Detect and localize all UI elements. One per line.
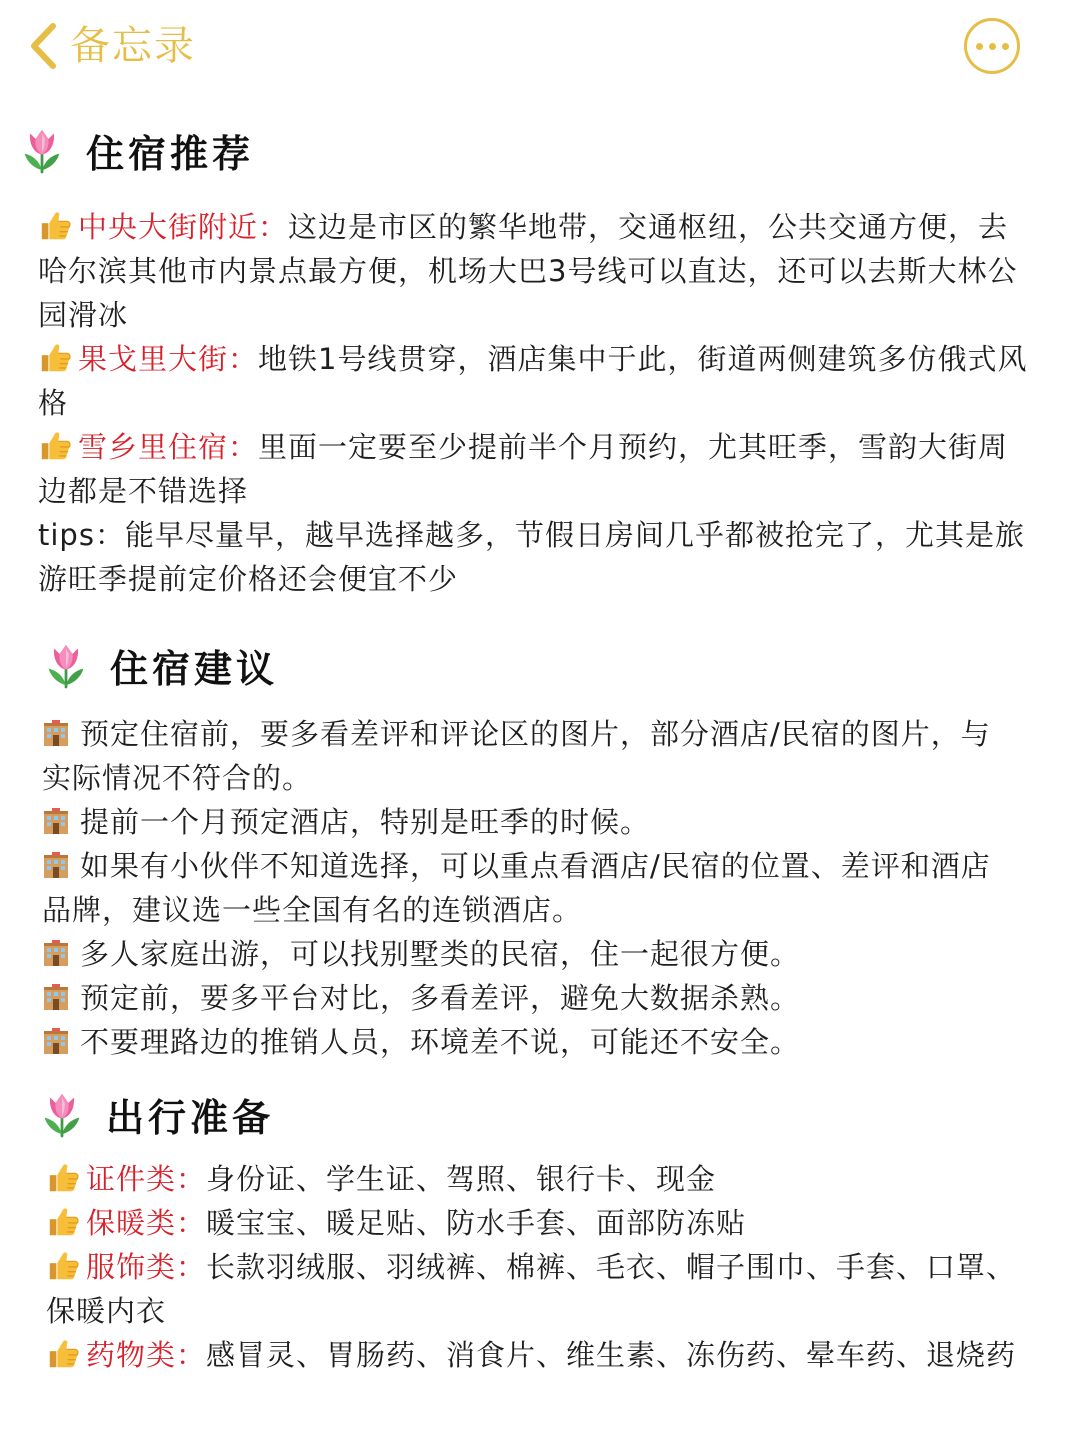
more-options-button[interactable] — [964, 18, 1020, 74]
list-item — [46, 1201, 1021, 1245]
list-item — [42, 932, 1002, 976]
hotel-icon — [42, 1027, 70, 1055]
thumbs-up-icon — [46, 1161, 80, 1195]
section-title: 住宿建议 — [110, 646, 279, 691]
hotel-icon — [42, 851, 70, 879]
item-text: 提前一个月预定酒店，特别是旺季的时候。 — [80, 805, 651, 839]
section-heading-advice — [44, 635, 278, 695]
section-heading-prep — [40, 1084, 274, 1144]
thumbs-up-icon — [46, 1205, 80, 1239]
thumbs-up-icon — [46, 1249, 80, 1283]
item-label: 服饰类： — [86, 1250, 207, 1284]
navigation-bar — [0, 0, 1080, 96]
tulip-icon — [44, 641, 88, 689]
hotel-icon — [42, 719, 70, 747]
list-item — [38, 205, 1028, 337]
item-text: 如果有小伙伴不知道选择，可以重点看酒店/民宿的位置、差评和酒店品牌，建议选一些全国有名的连锁酒店。 — [42, 849, 991, 927]
tips-text: tips：能早尽量早，越早选择越多，节假日房间几乎都被抢完了，尤其是旅游旺季提前定价格还会便宜不少 — [38, 518, 1025, 596]
tulip-icon — [20, 126, 64, 174]
back-button[interactable] — [28, 16, 196, 76]
section-title: 住宿推荐 — [86, 131, 255, 176]
chevron-left-icon — [28, 22, 58, 70]
item-text: 暖宝宝、暖足贴、防水手套、面部防冻贴 — [206, 1206, 747, 1240]
list-item — [42, 712, 1002, 800]
item-label: 保暖类： — [86, 1206, 207, 1240]
item-label: 中央大街附近： — [78, 210, 289, 244]
thumbs-up-icon — [38, 209, 72, 243]
thumbs-up-icon — [38, 341, 72, 375]
item-text: 里面一定要至少提前半个月预约，尤其旺季，雪韵大街周边都是不错选择 — [38, 430, 1009, 508]
advice-list — [42, 712, 1002, 1064]
item-label: 药物类： — [86, 1338, 207, 1372]
item-text: 地铁1号线贯穿，酒店集中于此，街道两侧建筑多仿俄式风格 — [38, 342, 1028, 420]
recommend-list — [38, 205, 1028, 601]
item-text: 多人家庭出游，可以找别墅类的民宿，住一起很方便。 — [80, 937, 801, 971]
section-heading-recommend — [20, 120, 254, 180]
list-item — [46, 1333, 1021, 1377]
thumbs-up-icon — [38, 429, 72, 463]
item-label: 证件类： — [86, 1162, 207, 1196]
hotel-icon — [42, 983, 70, 1011]
hotel-icon — [42, 807, 70, 835]
section-title: 出行准备 — [106, 1095, 275, 1140]
item-label: 雪乡里住宿： — [78, 430, 259, 464]
item-text: 这边是市区的繁华地带，交通枢纽，公共交通方便，去哈尔滨其他市内景点最方便，机场大巴3号线可以直达，还可以去斯大林公园滑冰 — [38, 210, 1018, 332]
hotel-icon — [42, 939, 70, 967]
item-text: 感冒灵、胃肠药、消食片、维生素、冻伤药、晕车药、退烧药 — [206, 1338, 1017, 1372]
list-item — [42, 1020, 1002, 1064]
list-item — [38, 425, 1028, 513]
list-item — [38, 337, 1028, 425]
list-item — [42, 976, 1002, 1020]
thumbs-up-icon — [46, 1337, 80, 1371]
item-text: 预定住宿前，要多看差评和评论区的图片，部分酒店/民宿的图片，与实际情况不符合的。 — [42, 717, 991, 795]
list-item — [46, 1157, 1021, 1201]
list-item — [42, 800, 1002, 844]
tulip-icon — [40, 1090, 84, 1138]
item-text: 身份证、学生证、驾照、银行卡、现金 — [206, 1162, 717, 1196]
list-item — [42, 844, 1002, 932]
item-label: 果戈里大街： — [78, 342, 259, 376]
item-text: 长款羽绒服、羽绒裤、棉裤、毛衣、帽子围巾、手套、口罩、保暖内衣 — [46, 1250, 1017, 1328]
prep-list — [46, 1157, 1021, 1377]
item-text: 预定前，要多平台对比，多看差评，避免大数据杀熟。 — [80, 981, 801, 1015]
list-item — [46, 1245, 1021, 1333]
back-label: 备忘录 — [70, 23, 196, 69]
ellipsis-icon — [976, 43, 983, 50]
item-text: 不要理路边的推销人员，环境差不说，可能还不安全。 — [80, 1025, 801, 1059]
